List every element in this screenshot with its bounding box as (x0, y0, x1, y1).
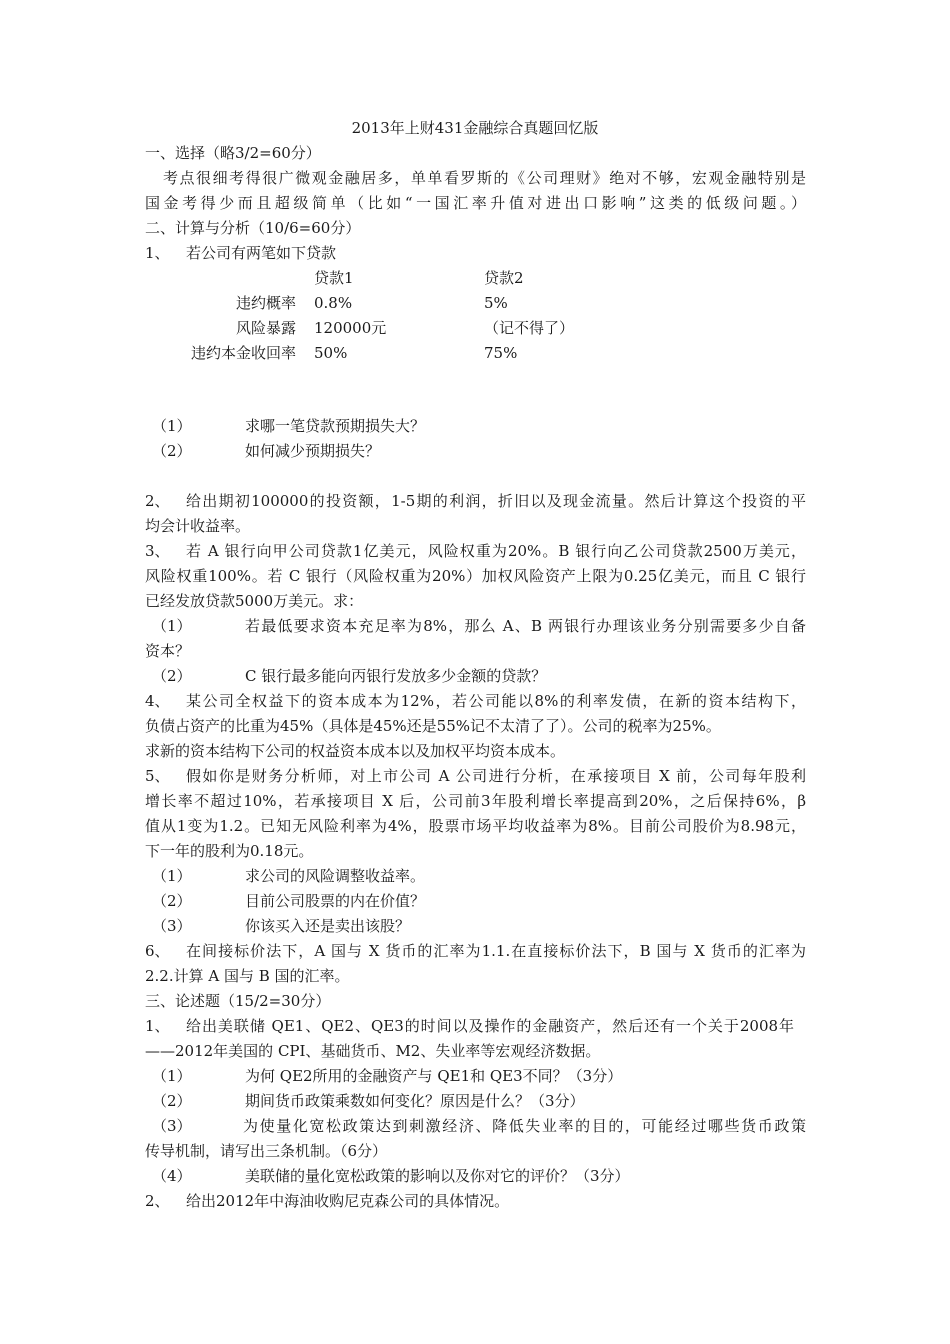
q2-5-sub3-text: 你该买入还是卖出该股？ (245, 917, 411, 935)
q2-4-number: 4、 (145, 692, 170, 710)
table-cell: （记不得了） (484, 319, 575, 337)
section2-heading: 二、计算与分析（10/6=60分） (145, 219, 361, 237)
page-title: 2013年上财431金融综合真题回忆版 (351, 119, 599, 137)
table-header-loan1: 贷款1 (314, 269, 354, 287)
q2-5-line1: 假如你是财务分析师，对上市公司 A 公司进行分析，在承接项目 X 前，公司每年股利 (186, 767, 806, 785)
q2-1-text: 若公司有两笔如下贷款 (186, 244, 337, 262)
q3-1-sub1-text: 为何 QE2所用的金融资产与 QE1和 QE3不同？（3分） (245, 1067, 623, 1085)
q3-1-line1: 给出美联储 QE1、QE2、QE3的时间以及操作的金融资产，然后还有一个关于2008年 (186, 1017, 794, 1035)
q2-5-line4: 下一年的股利为0.18元。 (145, 842, 314, 860)
q3-1-sub3-number: （3） (152, 1117, 192, 1135)
q2-5-line3: 值从1变为1.2。已知无风险利率为4%，股票市场平均收益率为8%。目前公司股价为8.98元， (145, 817, 806, 835)
q3-1-sub3-line1: 为使量化宽松政策达到刺激经济、降低失业率的目的，可能经过哪些货币政策 (243, 1117, 806, 1135)
table-cell: 0.8% (314, 294, 353, 312)
q3-1-sub2-number: （2） (152, 1092, 192, 1110)
q2-3-line1: 若 A 银行向甲公司贷款1亿美元，风险权重为20%。B 银行向乙公司贷款2500万美元， (186, 542, 806, 560)
q2-3-sub1-number: （1） (152, 617, 192, 635)
q2-2-number: 2、 (145, 492, 170, 510)
table-cell: 75% (484, 344, 518, 362)
q2-5-number: 5、 (145, 767, 170, 785)
q3-1-sub1-number: （1） (152, 1067, 192, 1085)
section1-para-line1: 考点很细考得很广微观金融居多，单单看罗斯的《公司理财》绝对不够，宏观金融特别是 (163, 169, 806, 187)
q2-1-sub2-text: 如何减少预期损失？ (245, 442, 381, 460)
q3-1-sub2-text: 期间货币政策乘数如何变化？原因是什么？（3分） (245, 1092, 585, 1110)
q3-1-sub3-line2: 传导机制，请写出三条机制。（6分） (145, 1142, 388, 1160)
q2-4-line1: 某公司全权益下的资本成本为12%，若公司能以8%的利率发债，在新的资本结构下， (186, 692, 806, 710)
q2-3-sub2-number: （2） (152, 667, 192, 685)
q2-1-sub1-text: 求哪一笔贷款预期损失大？ (245, 417, 426, 435)
table-row-label: 违约概率 (235, 294, 296, 312)
q2-3-sub1-line2: 资本？ (145, 642, 191, 660)
q3-1-number: 1、 (145, 1017, 170, 1035)
q2-6-line2: 2.2.计算 A 国与 B 国的汇率。 (145, 967, 350, 985)
q2-1-sub1-number: （1） (152, 417, 192, 435)
table-row-label: 违约本金收回率 (190, 344, 296, 362)
table-row-label: 风险暴露 (235, 319, 296, 337)
table-cell: 50% (314, 344, 348, 362)
section1-para-line2: 国金考得少而且超级简单（比如“一国汇率升值对进出口影响”这类的低级问题。） (145, 194, 806, 212)
q2-2-line2: 均会计收益率。 (145, 517, 251, 535)
q2-3-line3: 已经发放贷款5000万美元。求： (145, 592, 364, 610)
q2-5-sub3-number: （3） (152, 917, 192, 935)
section3-heading: 三、论述题（15/2=30分） (145, 992, 331, 1010)
q3-1-line2: ——2012年美国的 CPI、基础货币、M2、失业率等宏观经济数据。 (145, 1042, 601, 1060)
q2-6-line1: 在间接标价法下，A 国与 X 货币的汇率为1.1.在直接标价法下，B 国与 X 货币的汇率为 (186, 942, 806, 960)
q2-4-line2: 负债占资产的比重为45%（具体是45%还是55%记不太清了了）。公司的税率为25%。 (145, 717, 721, 735)
q2-5-sub1-number: （1） (152, 867, 192, 885)
q2-5-sub2-number: （2） (152, 892, 192, 910)
q2-6-number: 6、 (145, 942, 170, 960)
table-cell: 5% (484, 294, 508, 312)
q2-1-sub2-number: （2） (152, 442, 192, 460)
table-cell: 120000元 (314, 319, 387, 337)
q2-2-line1: 给出期初100000的投资额，1-5期的利润，折旧以及现金流量。然后计算这个投资的平 (186, 492, 806, 510)
q3-1-sub4-text: 美联储的量化宽松政策的影响以及你对它的评价？（3分） (245, 1167, 630, 1185)
q2-3-line2: 风险权重100%。若 C 银行（风险权重为20%）加权风险资产上限为0.25亿美元，而且 C 银行 (145, 567, 806, 585)
q2-4-line3: 求新的资本结构下公司的权益资本成本以及加权平均资本成本。 (145, 742, 566, 760)
q3-2-number: 2、 (145, 1192, 170, 1210)
q3-2-text: 给出2012年中海油收购尼克森公司的具体情况。 (186, 1192, 510, 1210)
table-header-loan2: 贷款2 (484, 269, 524, 287)
q2-3-sub1-line1: 若最低要求资本充足率为8%，那么 A、B 两银行办理该业务分别需要多少自备 (245, 617, 806, 635)
q2-5-sub2-text: 目前公司股票的内在价值？ (245, 892, 426, 910)
q2-5-sub1-text: 求公司的风险调整收益率。 (245, 867, 426, 885)
q2-3-number: 3、 (145, 542, 170, 560)
q2-5-line2: 增长率不超过10%，若承接项目 X 后，公司前3年股利增长率提高到20%，之后保持6%，β (145, 792, 806, 810)
section1-heading: 一、选择（略3/2=60分） (145, 144, 321, 162)
q2-3-sub2-text: C 银行最多能向丙银行发放多少金额的贷款？ (245, 667, 547, 685)
q2-1-number: 1、 (145, 244, 170, 262)
q3-1-sub4-number: （4） (152, 1167, 192, 1185)
